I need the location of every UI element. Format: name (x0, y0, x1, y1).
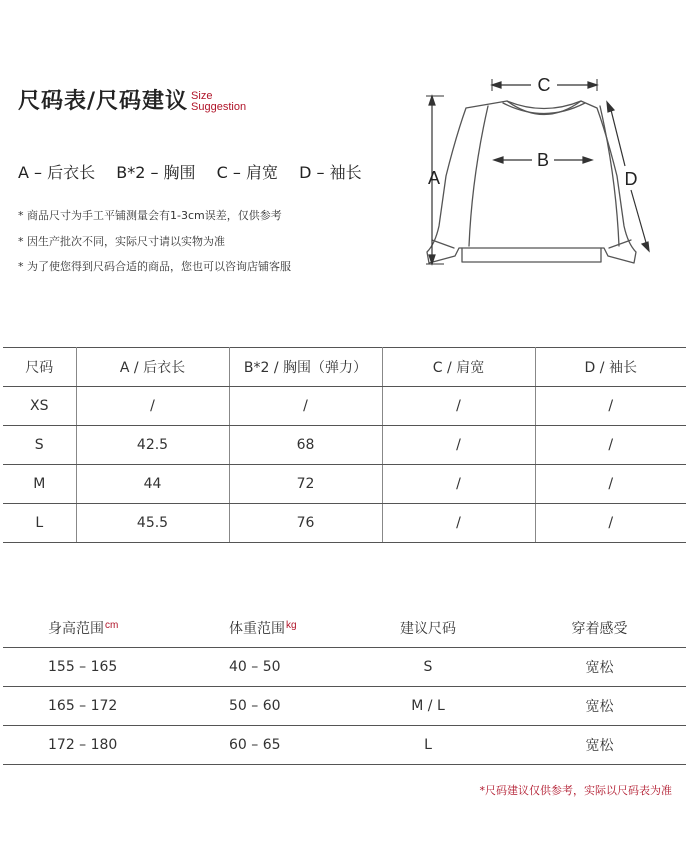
value-cell: 76 (229, 504, 382, 543)
table-header-row (3, 348, 686, 387)
header-cell: C / 肩宽 (382, 348, 535, 387)
header-cell (189, 609, 343, 648)
table-row (3, 504, 686, 543)
table-row (3, 465, 686, 504)
note-item: * 因生产批次不同，实际尺寸请以实物为准 (18, 234, 225, 248)
header-height: 身高范围 (48, 621, 104, 637)
title-english (191, 91, 246, 113)
value-cell: / (382, 504, 535, 543)
weight-cell: 40 – 50 (189, 648, 343, 687)
header-cell: B*2 / 胸围（弹力） (229, 348, 382, 387)
value-cell: / (535, 504, 686, 543)
label-c: C (537, 75, 551, 95)
legend-c: C – 肩宽 (216, 163, 279, 182)
value-cell: 44 (76, 465, 229, 504)
title-english-line1: Size (191, 90, 213, 102)
size-cell: S (343, 648, 513, 687)
legend-a: A – 后衣长 (18, 163, 96, 182)
notes (18, 203, 291, 280)
height-cell: 155 – 165 (3, 648, 189, 687)
size-cell: M / L (343, 687, 513, 726)
height-cell: 165 – 172 (3, 687, 189, 726)
size-cell: L (3, 504, 76, 543)
header-cell (3, 609, 189, 648)
value-cell: / (535, 465, 686, 504)
header-cell: 建议尺码 (343, 609, 513, 648)
header-cell: A / 后衣长 (76, 348, 229, 387)
weight-cell: 50 – 60 (189, 687, 343, 726)
value-cell: / (382, 387, 535, 426)
fit-cell: 宽松 (513, 648, 686, 687)
label-d: D (624, 169, 638, 189)
unit-cm: cm (105, 620, 119, 631)
legend-b: B*2 – 胸围 (116, 163, 196, 182)
fit-cell: 宽松 (513, 726, 686, 765)
unit-kg: kg (286, 620, 297, 631)
page-title (18, 88, 246, 116)
value-cell: / (382, 465, 535, 504)
table-row (3, 648, 686, 687)
label-b: B (536, 150, 550, 170)
table-header-row (3, 609, 686, 648)
value-cell: 45.5 (76, 504, 229, 543)
table-row (3, 687, 686, 726)
value-cell: 42.5 (76, 426, 229, 465)
size-cell: L (343, 726, 513, 765)
footnote: *尺码建议仅供参考，实际以尺码表为准 (479, 784, 672, 797)
legend-d: D – 袖长 (299, 163, 362, 182)
size-cell: M (3, 465, 76, 504)
height-cell: 172 – 180 (3, 726, 189, 765)
value-cell: / (76, 387, 229, 426)
header-weight: 体重范围 (229, 621, 285, 637)
value-cell: / (535, 426, 686, 465)
table-row (3, 387, 686, 426)
value-cell: 72 (229, 465, 382, 504)
note-item: * 商品尺寸为手工平铺测量会有1-3cm误差，仅供参考 (18, 209, 282, 222)
header-cell: D / 袖长 (535, 348, 686, 387)
fit-cell: 宽松 (513, 687, 686, 726)
title-english-line2: Suggestion (191, 101, 247, 113)
value-cell: 68 (229, 426, 382, 465)
size-suggestion-table (3, 609, 686, 765)
weight-cell: 60 – 65 (189, 726, 343, 765)
size-cell: XS (3, 387, 76, 426)
value-cell: / (382, 426, 535, 465)
table-row (3, 426, 686, 465)
title-text: 尺码表/尺码建议 (18, 89, 189, 114)
table-row (3, 726, 686, 765)
header-cell: 尺码 (3, 348, 76, 387)
sweater-measurement-diagram (412, 66, 674, 276)
value-cell: / (535, 387, 686, 426)
size-table (3, 347, 686, 543)
measurement-legend (18, 160, 378, 183)
header-cell: 穿着感受 (513, 609, 686, 648)
note-item: * 为了使您得到尺码合适的商品，您也可以咨询店铺客服 (18, 260, 291, 273)
size-cell: S (3, 426, 76, 465)
label-a: A (427, 168, 441, 188)
value-cell: / (229, 387, 382, 426)
